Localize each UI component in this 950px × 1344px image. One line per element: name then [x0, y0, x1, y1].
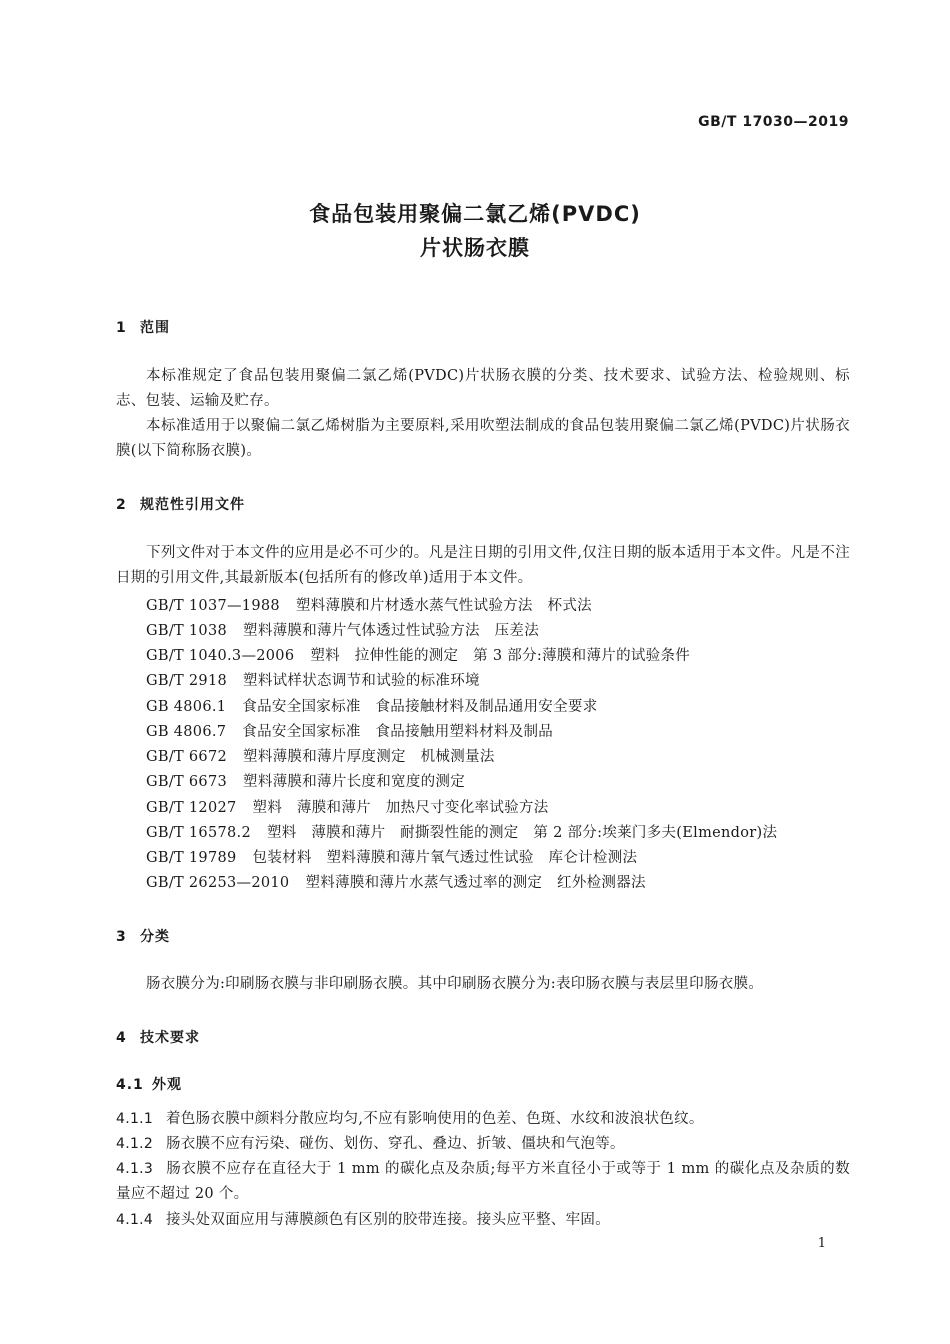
paragraph: 本标准规定了食品包装用聚偏二氯乙烯(PVDC)片状肠衣膜的分类、技术要求、试验方法、检验规则、标志、包装、运输及贮存。	[116, 368, 850, 409]
clause-text: 着色肠衣膜中颜料分散应均匀,不应有影响使用的色差、色斑、水纹和波浪状色纹。	[166, 1111, 704, 1127]
clause	[116, 1208, 850, 1233]
reference-code: GB/T 6673	[146, 774, 228, 790]
reference-title: 塑料薄膜和薄片水蒸气透过率的测定 红外检测器法	[305, 875, 646, 891]
reference-item	[146, 594, 592, 615]
section-2-heading	[116, 494, 245, 514]
paragraph: 下列文件对于本文件的应用是必不可少的。凡是注日期的引用文件,仅注日期的版本适用于本文件。凡是不注日期的引用文件,其最新版本(包括所有的修改单)适用于本文件。	[116, 545, 850, 586]
section-number: 1	[116, 320, 127, 336]
paragraph: 肠衣膜分为:印刷肠衣膜与非印刷肠衣膜。其中印刷肠衣膜分为:表印肠衣膜与表层里印肠衣膜。	[146, 976, 764, 992]
section-title: 规范性引用文件	[140, 497, 245, 513]
clause	[116, 1157, 850, 1207]
section-title: 分类	[140, 929, 170, 945]
clause	[116, 1132, 850, 1157]
page-number: 1	[817, 1236, 826, 1251]
clause-number: 4.1.1	[116, 1111, 154, 1127]
reference-title: 塑料薄膜和片材透水蒸气性试验方法 杯式法	[295, 598, 592, 614]
clause	[116, 1107, 850, 1132]
reference-item	[146, 669, 480, 690]
section-4-heading	[116, 1027, 200, 1047]
reference-item	[146, 644, 690, 665]
section-number: 3	[116, 929, 127, 945]
reference-item	[146, 745, 495, 766]
reference-code: GB/T 1040.3—2006	[146, 648, 295, 664]
reference-code: GB/T 26253—2010	[146, 875, 290, 891]
standard-code: GB/T 17030—2019	[698, 114, 849, 130]
reference-code: GB/T 19789	[146, 850, 237, 866]
reference-code: GB/T 1037—1988	[146, 598, 280, 614]
reference-code: GB/T 12027	[146, 800, 237, 816]
reference-title: 塑料薄膜和薄片气体透过性试验方法 压差法	[243, 623, 540, 639]
clause-number: 4.1.3	[116, 1161, 154, 1177]
clause-number: 4.1.4	[116, 1212, 154, 1228]
reference-code: GB/T 2918	[146, 673, 228, 689]
section-title: 范围	[140, 320, 170, 336]
reference-code: GB 4806.1	[146, 699, 227, 715]
reference-title: 塑料 薄膜和薄片 耐撕裂性能的测定 第 2 部分:埃莱门多夫(Elmendor)法	[266, 825, 778, 841]
reference-title: 塑料试样状态调节和试验的标准环境	[243, 673, 480, 689]
reference-title: 塑料薄膜和薄片长度和宽度的测定	[243, 774, 466, 790]
reference-title: 食品安全国家标准 食品接触材料及制品通用安全要求	[242, 699, 598, 715]
reference-code: GB 4806.7	[146, 724, 227, 740]
subsection-number: 4.1	[116, 1077, 144, 1093]
reference-code: GB/T 6672	[146, 749, 228, 765]
reference-title: 塑料 薄膜和薄片 加热尺寸变化率试验方法	[252, 800, 549, 816]
reference-item	[146, 770, 465, 791]
clause-text: 接头处双面应用与薄膜颜色有区别的胶带连接。接头应平整、牢固。	[166, 1212, 610, 1228]
reference-title: 食品安全国家标准 食品接触用塑料材料及制品	[242, 724, 554, 740]
reference-title: 包装材料 塑料薄膜和薄片氧气透过性试验 库仑计检测法	[252, 850, 638, 866]
clause-number: 4.1.2	[116, 1136, 154, 1152]
document-title-line2: 片状肠衣膜	[420, 236, 530, 260]
subsection-title: 外观	[152, 1077, 182, 1093]
reference-item	[146, 695, 598, 716]
reference-item	[146, 720, 553, 741]
paragraph: 本标准适用于以聚偏二氯乙烯树脂为主要原料,采用吹塑法制成的食品包装用聚偏二氯乙烯(PVDC)片状肠衣膜(以下简称肠衣膜)。	[116, 418, 850, 459]
section-1-heading	[116, 317, 170, 337]
clause-text: 肠衣膜不应存在直径大于 1 mm 的碳化点及杂质;每平方米直径小于或等于 1 mm 的碳化点及杂质的数量应不超过 20 个。	[116, 1161, 850, 1202]
section-number: 4	[116, 1030, 127, 1046]
reference-title: 塑料薄膜和薄片厚度测定 机械测量法	[243, 749, 495, 765]
reference-title: 塑料 拉伸性能的测定 第 3 部分:薄膜和薄片的试验条件	[310, 648, 691, 664]
section-number: 2	[116, 497, 127, 513]
reference-item	[146, 846, 637, 867]
reference-item	[146, 619, 539, 640]
section-title: 技术要求	[140, 1030, 200, 1046]
section-3-heading	[116, 926, 170, 946]
reference-item	[146, 871, 646, 892]
reference-code: GB/T 1038	[146, 623, 228, 639]
reference-code: GB/T 16578.2	[146, 825, 251, 841]
reference-item	[146, 796, 549, 817]
subsection-4-1-heading	[116, 1074, 182, 1094]
clause-text: 肠衣膜不应有污染、碰伤、划伤、穿孔、叠边、折皱、僵块和气泡等。	[166, 1136, 625, 1152]
document-title-line1: 食品包装用聚偏二氯乙烯(PVDC)	[309, 202, 641, 226]
reference-item	[146, 821, 777, 842]
